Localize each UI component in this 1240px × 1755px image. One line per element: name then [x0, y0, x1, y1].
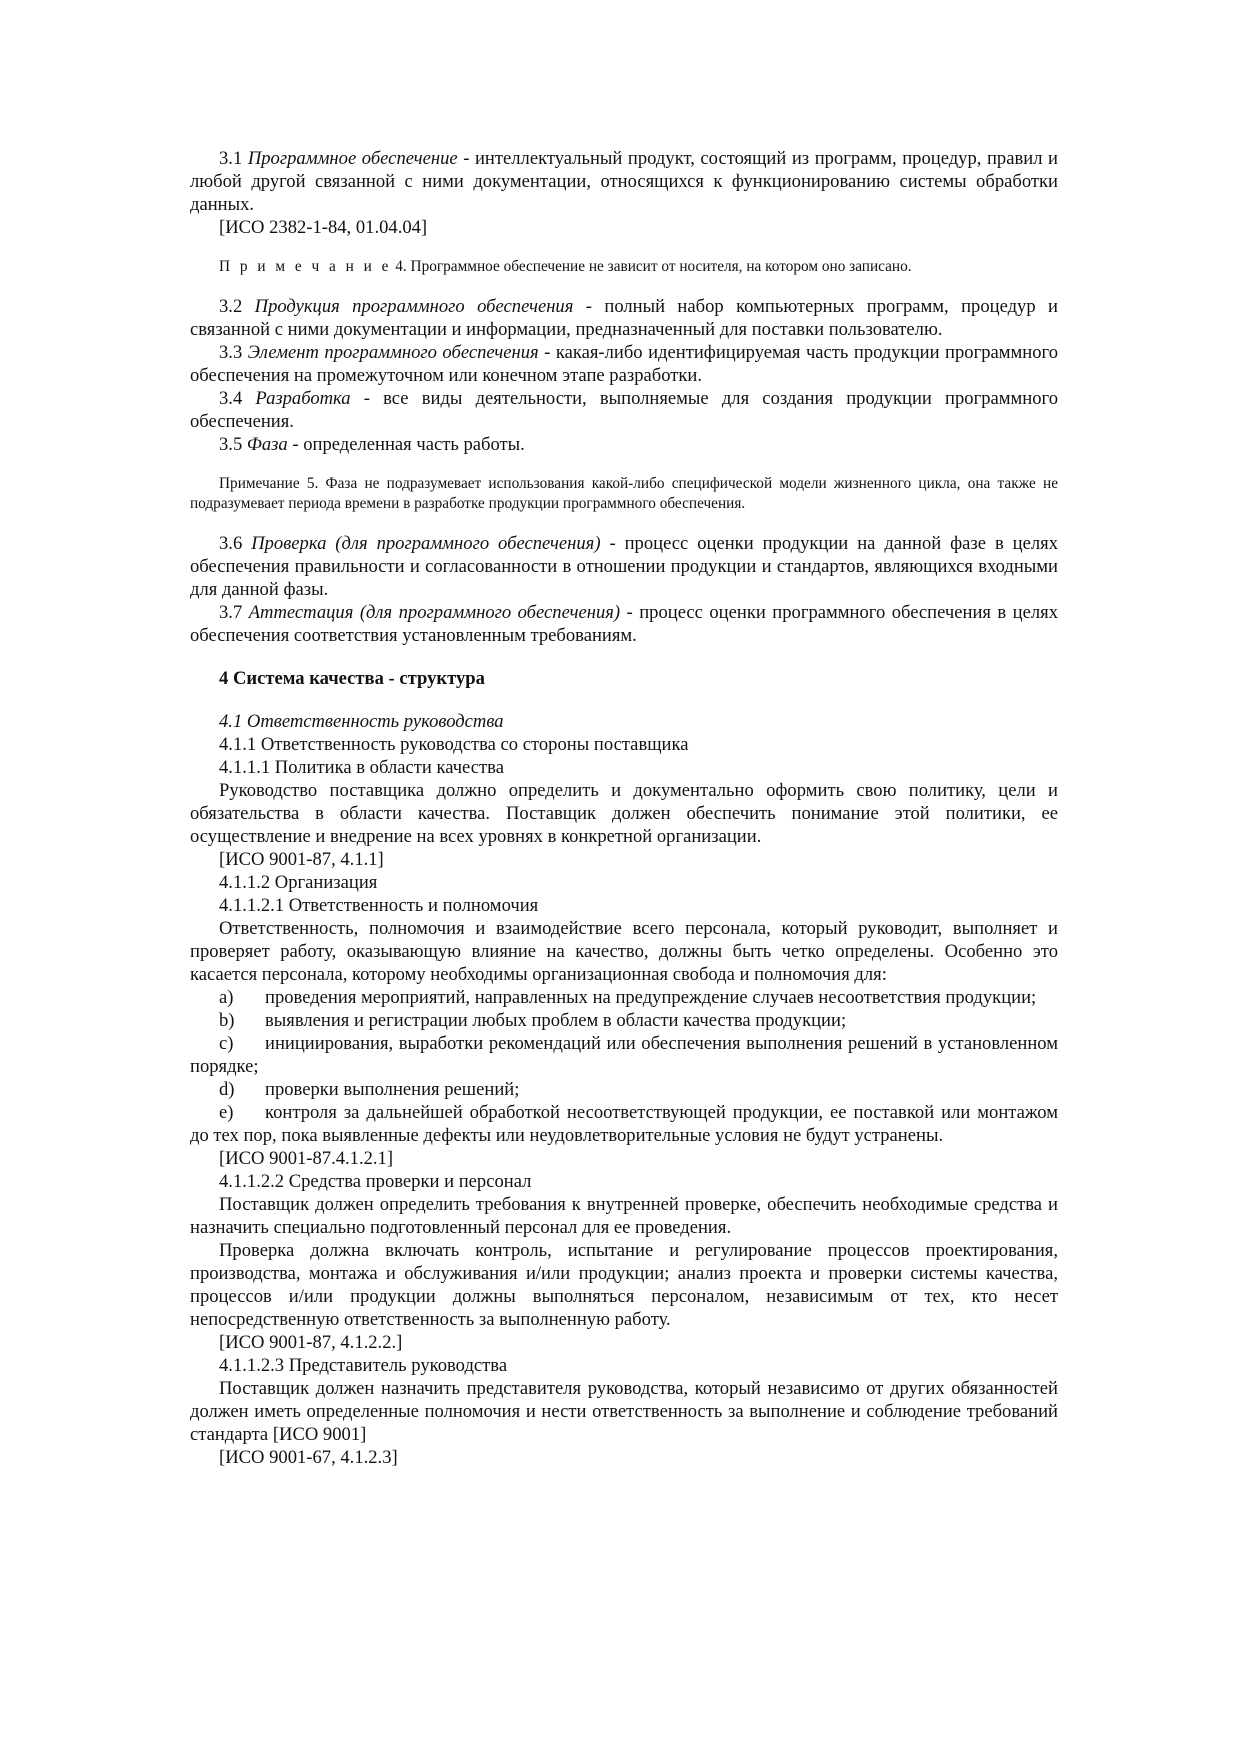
reference: [ИСО 9001-87, 4.1.1] — [219, 849, 384, 870]
clause-title: 4.1.1.2.1 Ответственность и полномочия — [219, 895, 539, 916]
list-item-text: проведения мероприятий, направленных на предупреждение случаев несоответствия продукции; — [265, 987, 1037, 1008]
clause-number: 3.5 — [219, 434, 247, 455]
reference: [ИСО 9001-67, 4.1.2.3] — [219, 1447, 398, 1468]
spacer — [190, 239, 1058, 257]
term: Проверка (для программного обеспечения) — [251, 533, 601, 554]
term: Аттестация (для программного обеспечения) — [248, 602, 621, 623]
term: Программное обеспечение — [247, 148, 458, 169]
list-item — [190, 986, 1058, 1009]
list-item — [190, 1009, 1058, 1032]
clause-number: 3.7 — [219, 602, 249, 623]
clause-title: 4.1.1.1 Политика в области качества — [219, 757, 504, 778]
spacer — [190, 456, 1058, 474]
list-item — [190, 1032, 1058, 1078]
list-item — [190, 1078, 1058, 1101]
definition: - процесс оценки продукции на данной фазе в целях обеспечения правильности и согласованности в отношении продукции и стандартов, являющихся входными для данной фазы. — [190, 533, 1059, 600]
definition: - процесс оценки программного обеспечения в целях обеспечения соответствия установленным требованиям. — [190, 602, 1059, 646]
clause-3-1 — [190, 147, 1058, 216]
paragraph: Проверка должна включать контроль, испытание и регулирование процессов проектирования, производства, монтажа и обслуживания и/или продукции; анализ проекта и проверки системы качества, процессов и/или продукции должны выполняться персоналом, независимым от тех, кто несет непосредственную ответственность за выполненную работу. — [190, 1240, 1058, 1330]
paragraph: Поставщик должен определить требования к внутренней проверке, обеспечить необходимые средства и назначить специально подготовленный персонал для ее проведения. — [190, 1194, 1058, 1238]
note-4 — [190, 257, 1058, 277]
term: Продукция программного обеспечения — [254, 296, 574, 317]
clause-number: 3.2 — [219, 296, 255, 317]
definition: - полный набор компьютерных программ, процедур и связанной с ними документации и информации, предназначенный для поставки пользователю. — [190, 296, 1058, 340]
clause-3-5 — [190, 433, 1058, 456]
list-marker: b) — [219, 1010, 235, 1031]
definition: - определенная часть работы. — [287, 434, 525, 455]
clause-number: 3.1 — [219, 148, 248, 169]
list-marker: d) — [219, 1079, 235, 1100]
clause-title: 4.1.1.2.3 Представитель руководства — [219, 1355, 508, 1376]
spacer — [190, 277, 1058, 295]
clause-3-4 — [190, 387, 1058, 433]
list-marker: c) — [219, 1033, 234, 1054]
spacer — [190, 514, 1058, 532]
clause-title: 4.1.1 Ответственность руководства со стороны поставщика — [219, 734, 689, 755]
clause-3-3 — [190, 341, 1058, 387]
document-page — [190, 147, 1058, 1469]
list-item-text: выявления и регистрации любых проблем в области качества продукции; — [265, 1010, 847, 1031]
subsection-heading: 4.1 Ответственность руководства — [219, 711, 504, 732]
term: Элемент программного обеспечения — [247, 342, 539, 363]
list-item — [190, 1101, 1058, 1147]
list-marker: e) — [219, 1102, 234, 1123]
list-item-text: инициирования, выработки рекомендаций или обеспечения выполнения решений в установленном порядке; — [190, 1033, 1058, 1077]
definition: - интеллектуальный продукт, состоящий из программ, процедур, правил и любой другой связанной с ними документации, относящихся к функционированию системы обработки данных. — [190, 148, 1059, 215]
list-item-text: контроля за дальнейшей обработкой несоответствующей продукции, ее поставкой или монтажом до тех пор, пока выявленные дефекты или неудовлетворительные условия не будут устранены. — [190, 1102, 1058, 1146]
paragraph: Поставщик должен назначить представителя руководства, который независимо от других обязанностей должен иметь определенные полномочия и нести ответственность за выполнение и соблюдение требований стандарта [ИСО 9001] — [190, 1378, 1058, 1445]
paragraph: Руководство поставщика должно определить и документально оформить свою политику, цели и обязательства в области качества. Поставщик должен обеспечить понимание этой политики, ее осуществление и внедрение на всех уровнях в конкретной организации. — [190, 780, 1058, 847]
term: Фаза — [246, 434, 288, 455]
reference: [ИСО 9001-87.4.1.2.1] — [219, 1148, 394, 1169]
clause-title: 4.1.1.2 Организация — [219, 872, 378, 893]
clause-number: 3.3 — [219, 342, 248, 363]
note-label: П р и м е ч а н и е — [219, 258, 392, 275]
section-heading: 4 Система качества - структура — [219, 668, 485, 689]
definition: - какая-либо идентифицируемая часть продукции программного обеспечения на промежуточном или конечном этапе разработки. — [190, 342, 1058, 386]
spacer — [190, 647, 1058, 667]
list-marker: a) — [219, 987, 234, 1008]
note-text: 4. Программное обеспечение не зависит от носителя, на котором оно записано. — [391, 258, 912, 275]
clause-3-2 — [190, 295, 1058, 341]
clause-3-7 — [190, 601, 1058, 647]
clause-3-6 — [190, 532, 1058, 601]
note-5: Примечание 5. Фаза не подразумевает использования какой-либо специфической модели жизненного цикла, она также не подразумевает периода времени в разработке продукции программного обеспечения. — [190, 475, 1058, 512]
clause-title: 4.1.1.2.2 Средства проверки и персонал — [219, 1171, 532, 1192]
list-item-text: проверки выполнения решений; — [265, 1079, 520, 1100]
reference: [ИСО 2382-1-84, 01.04.04] — [219, 217, 428, 238]
clause-number: 3.6 — [219, 533, 252, 554]
term: Разработка — [255, 388, 351, 409]
spacer — [190, 690, 1058, 710]
clause-number: 3.4 — [219, 388, 256, 409]
reference: [ИСО 9001-87, 4.1.2.2.] — [219, 1332, 403, 1353]
definition: - все виды деятельности, выполняемые для создания продукции программного обеспечения. — [190, 388, 1058, 432]
paragraph: Ответственность, полномочия и взаимодействие всего персонала, который руководит, выполняет и проверяет работу, оказывающую влияние на качество, должны быть четко определены. Особенно это касается персонала, которому необходимы организационная свобода и полномочия для: — [190, 918, 1058, 985]
